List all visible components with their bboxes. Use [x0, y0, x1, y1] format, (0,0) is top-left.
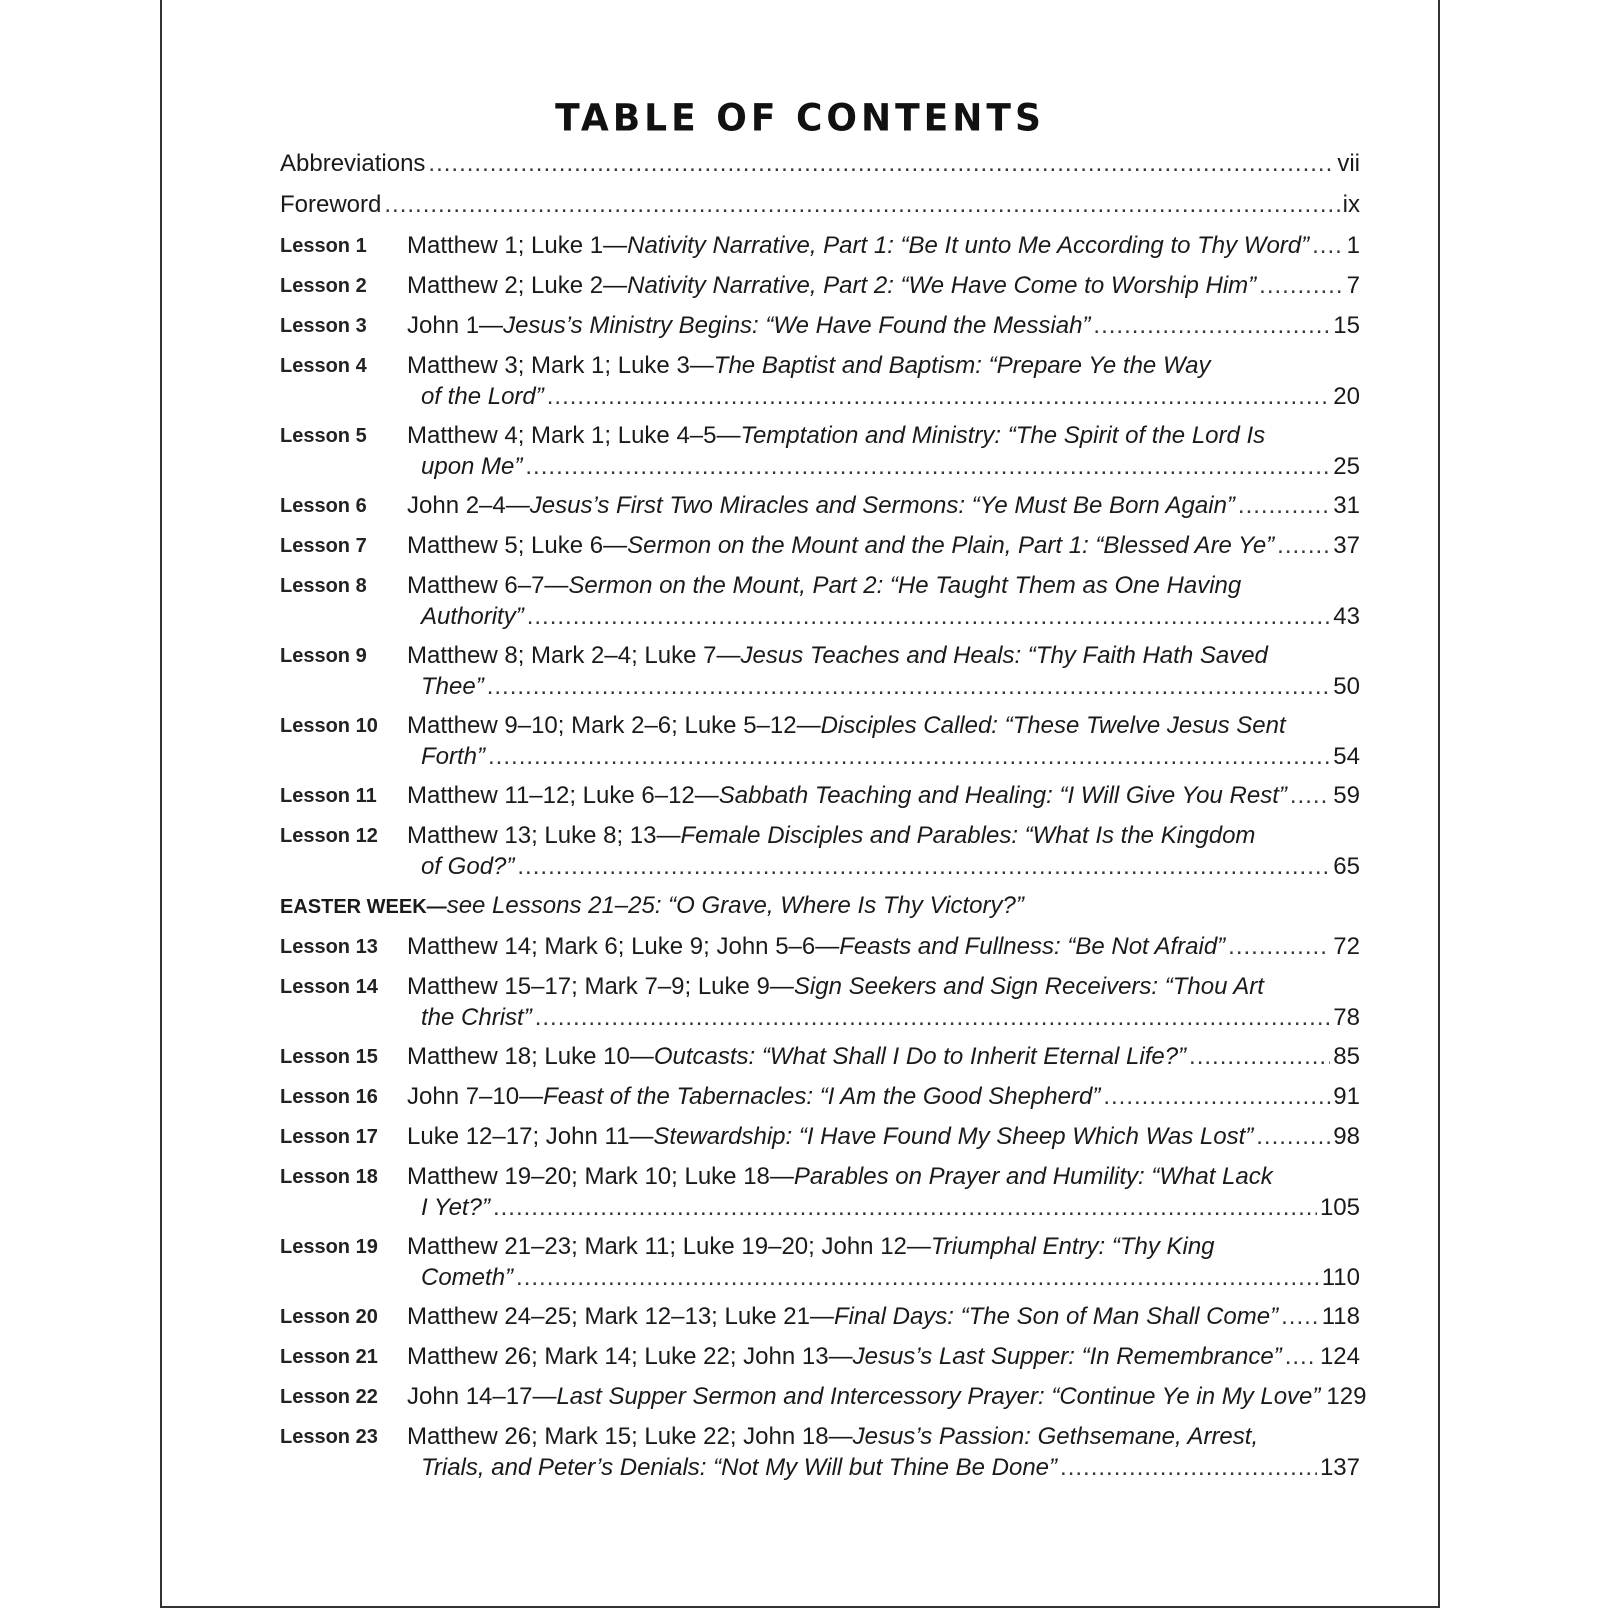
toc-entry-lesson[interactable] — [280, 820, 1360, 882]
lesson-title: Sabbath Teaching and Healing: “I Will Give You Rest” — [718, 782, 1287, 809]
lesson-number: Lesson 14 — [280, 976, 378, 998]
entry-page: vii — [1337, 150, 1360, 177]
toc-entry-lesson[interactable] — [280, 230, 1360, 262]
lesson-number: Lesson 22 — [280, 1386, 378, 1408]
toc-entry-lesson[interactable] — [280, 1041, 1360, 1073]
dot-leader — [384, 189, 1339, 220]
lesson-title-cont: Authority” — [421, 603, 524, 630]
lesson-number: Lesson 7 — [280, 535, 367, 557]
lesson-number: Lesson 10 — [280, 715, 378, 737]
lesson-number: Lesson 23 — [280, 1426, 378, 1448]
dot-leader — [488, 741, 1330, 772]
page-title: TABLE OF CONTENTS — [555, 96, 1045, 141]
lesson-title: Jesus’s First Two Miracles and Sermons: “Ye Must Be Born Again” — [529, 492, 1235, 519]
scripture-ref: John 14–17— — [407, 1383, 557, 1410]
toc-entry-lesson[interactable] — [280, 420, 1360, 482]
lesson-title: Jesus’s Ministry Begins: “We Have Found the Messiah” — [503, 312, 1091, 339]
scripture-ref: Matthew 6–7— — [407, 572, 569, 599]
scripture-ref: Matthew 2; Luke 2— — [407, 272, 628, 299]
entry-page: 118 — [1321, 1303, 1360, 1330]
entry-page: 7 — [1346, 272, 1360, 299]
lesson-title: Parables on Prayer and Humility: “What Lack — [793, 1163, 1273, 1190]
scripture-ref: John 2–4— — [407, 492, 530, 519]
scripture-ref: Matthew 5; Luke 6— — [407, 532, 628, 559]
entry-page: 37 — [1333, 532, 1360, 559]
toc-entry-lesson[interactable] — [280, 310, 1360, 342]
toc-entry-lesson[interactable] — [280, 270, 1360, 302]
entry-page: 91 — [1333, 1083, 1360, 1110]
lesson-title: Temptation and Ministry: “The Spirit of the Lord Is — [740, 422, 1266, 449]
scripture-ref: Matthew 8; Mark 2–4; Luke 7— — [407, 642, 741, 669]
lesson-title-cont: Thee” — [421, 673, 484, 700]
entry-label: Foreword — [280, 191, 382, 218]
toc-entry-lesson[interactable] — [280, 490, 1360, 522]
dot-leader — [525, 451, 1330, 482]
lesson-title: Sermon on the Mount and the Plain, Part 1: “Blessed Are Ye” — [627, 532, 1275, 559]
lesson-number: Lesson 20 — [280, 1306, 378, 1328]
dot-leader — [1228, 931, 1330, 962]
lesson-title-cont: Trials, and Peter’s Denials: “Not My Will but Thine Be Done” — [421, 1454, 1058, 1481]
table-of-contents — [280, 148, 1367, 1491]
scripture-ref: Matthew 1; Luke 1— — [407, 232, 628, 259]
toc-entry-lesson[interactable] — [280, 1121, 1360, 1153]
easter-text: see Lessons 21–25: “O Grave, Where Is Thy Victory?” — [446, 892, 1024, 919]
scripture-ref: Matthew 3; Mark 1; Luke 3— — [407, 352, 714, 379]
lesson-number: Lesson 6 — [280, 495, 367, 517]
dot-leader — [1259, 270, 1343, 301]
toc-entry-lesson[interactable] — [280, 350, 1360, 412]
entry-page: 54 — [1333, 743, 1360, 770]
entry-page: 124 — [1319, 1343, 1360, 1370]
scripture-ref: John 7–10— — [407, 1083, 544, 1110]
lesson-title: The Baptist and Baptism: “Prepare Ye the Way — [713, 352, 1211, 379]
lesson-title: Jesus’s Last Supper: “In Remembrance” — [852, 1343, 1282, 1370]
scripture-ref: Matthew 15–17; Mark 7–9; Luke 9— — [407, 973, 794, 1000]
toc-entry-lesson[interactable] — [280, 570, 1360, 632]
lesson-title: Sign Seekers and Sign Receivers: “Thou Art — [793, 973, 1264, 1000]
lesson-number: Lesson 11 — [280, 785, 377, 807]
lesson-title: Sermon on the Mount, Part 2: “He Taught Them as One Having — [568, 572, 1242, 599]
toc-entry-lesson[interactable] — [280, 1161, 1360, 1223]
toc-entry-lesson[interactable] — [280, 1421, 1360, 1483]
toc-entry-abbreviations[interactable] — [280, 148, 1360, 179]
entry-page: 129 — [1326, 1383, 1367, 1410]
dot-leader — [1281, 1301, 1319, 1332]
dot-leader — [428, 148, 1334, 179]
dot-leader — [1256, 1121, 1330, 1152]
lesson-list — [280, 230, 1360, 882]
dot-leader — [527, 601, 1331, 632]
lesson-title: Nativity Narrative, Part 2: “We Have Come to Worship Him” — [627, 272, 1257, 299]
lesson-title: Feasts and Fullness: “Be Not Afraid” — [839, 933, 1226, 960]
lesson-number: Lesson 13 — [280, 936, 378, 958]
entry-page: 59 — [1333, 782, 1360, 809]
toc-entry-lesson[interactable] — [280, 780, 1360, 812]
lesson-title: Outcasts: “What Shall I Do to Inherit Eternal Life?” — [653, 1043, 1187, 1070]
entry-page: 1 — [1346, 232, 1360, 259]
toc-entry-foreword[interactable] — [280, 189, 1360, 220]
entry-page: 31 — [1333, 492, 1360, 519]
scripture-ref: Matthew 19–20; Mark 10; Luke 18— — [407, 1163, 794, 1190]
entry-page: 72 — [1333, 933, 1360, 960]
lesson-number: Lesson 17 — [280, 1126, 378, 1148]
dot-leader — [487, 671, 1331, 702]
toc-entry-lesson[interactable] — [280, 640, 1360, 702]
entry-page: 50 — [1333, 673, 1360, 700]
dot-leader — [535, 1002, 1331, 1033]
toc-entry-lesson[interactable] — [280, 1341, 1360, 1373]
lesson-number: Lesson 21 — [280, 1346, 378, 1368]
lesson-title: Jesus’s Passion: Gethsemane, Arrest, — [852, 1423, 1259, 1450]
lesson-number: Lesson 1 — [280, 235, 367, 257]
lesson-number: Lesson 18 — [280, 1166, 378, 1188]
easter-label: EASTER WEEK— — [280, 896, 447, 918]
toc-entry-lesson[interactable] — [280, 971, 1360, 1033]
lesson-title-cont: Cometh” — [421, 1264, 514, 1291]
lesson-list — [280, 931, 1367, 1483]
lesson-title: Stewardship: “I Have Found My Sheep Which Was Lost” — [653, 1123, 1254, 1150]
scripture-ref: Matthew 26; Mark 15; Luke 22; John 18— — [407, 1423, 853, 1450]
toc-entry-lesson[interactable] — [280, 1231, 1360, 1293]
dot-leader — [1103, 1081, 1330, 1112]
lesson-number: Lesson 5 — [280, 425, 367, 447]
scripture-ref: John 1— — [407, 312, 504, 339]
entry-page: 110 — [1321, 1264, 1360, 1291]
lesson-number: Lesson 4 — [280, 355, 367, 377]
dot-leader — [1189, 1041, 1330, 1072]
toc-entry-lesson[interactable] — [280, 710, 1360, 772]
entry-label: Abbreviations — [280, 150, 426, 177]
dot-leader — [1238, 490, 1330, 521]
entry-page: 85 — [1333, 1043, 1360, 1070]
lesson-number: Lesson 9 — [280, 645, 367, 667]
scripture-ref: Matthew 11–12; Luke 6–12— — [407, 782, 719, 809]
dot-leader — [1312, 230, 1344, 261]
entry-page: ix — [1342, 191, 1360, 218]
lesson-title: Feast of the Tabernacles: “I Am the Good Shepherd” — [543, 1083, 1101, 1110]
lesson-number: Lesson 2 — [280, 275, 367, 297]
lesson-title: Triumphal Entry: “Thy King — [930, 1233, 1215, 1260]
scripture-ref: Matthew 9–10; Mark 2–6; Luke 5–12— — [407, 712, 821, 739]
lesson-title-cont: upon Me” — [421, 453, 523, 480]
scripture-ref: Matthew 24–25; Mark 12–13; Luke 21— — [407, 1303, 834, 1330]
scripture-ref: Matthew 4; Mark 1; Luke 4–5— — [407, 422, 741, 449]
entry-page: 78 — [1333, 1004, 1360, 1031]
scripture-ref: Luke 12–17; John 11— — [407, 1123, 654, 1150]
entry-page: 137 — [1319, 1454, 1360, 1481]
scripture-ref: Matthew 26; Mark 14; Luke 22; John 13— — [407, 1343, 853, 1370]
lesson-title: Final Days: “The Son of Man Shall Come” — [833, 1303, 1279, 1330]
dot-leader — [516, 1262, 1319, 1293]
dot-leader — [493, 1192, 1317, 1223]
toc-entry-lesson[interactable] — [280, 1381, 1367, 1413]
dot-leader — [1290, 780, 1330, 811]
scripture-ref: Matthew 13; Luke 8; 13— — [407, 822, 681, 849]
lesson-number: Lesson 16 — [280, 1086, 378, 1108]
lesson-title: Female Disciples and Parables: “What Is the Kingdom — [680, 822, 1256, 849]
toc-entry-lesson[interactable] — [280, 1301, 1360, 1333]
easter-week-note — [280, 890, 1360, 923]
toc-entry-lesson[interactable] — [280, 1081, 1360, 1113]
lesson-title-cont: Forth” — [421, 743, 486, 770]
lesson-title-cont: of God?” — [421, 853, 515, 880]
scripture-ref: Matthew 21–23; Mark 11; Luke 19–20; John 12— — [407, 1233, 931, 1260]
entry-page: 98 — [1333, 1123, 1360, 1150]
scripture-ref: Matthew 18; Luke 10— — [407, 1043, 654, 1070]
lesson-title: Nativity Narrative, Part 1: “Be It unto Me According to Thy Word” — [627, 232, 1310, 259]
lesson-title: Jesus Teaches and Heals: “Thy Faith Hath Saved — [740, 642, 1268, 669]
lesson-number: Lesson 8 — [280, 575, 367, 597]
entry-page: 20 — [1333, 383, 1360, 410]
entry-page: 25 — [1333, 453, 1360, 480]
toc-entry-lesson[interactable] — [280, 530, 1360, 562]
entry-page: 15 — [1333, 312, 1360, 339]
toc-entry-lesson[interactable] — [280, 931, 1360, 963]
lesson-number: Lesson 19 — [280, 1236, 378, 1258]
entry-page: 105 — [1319, 1194, 1360, 1221]
lesson-title-cont: the Christ” — [421, 1004, 532, 1031]
lesson-title-cont: I Yet?” — [421, 1194, 490, 1221]
scripture-ref: Matthew 14; Mark 6; Luke 9; John 5–6— — [407, 933, 840, 960]
lesson-title-cont: of the Lord” — [421, 383, 544, 410]
lesson-title: Last Supper Sermon and Intercessory Prayer: “Continue Ye in My Love” — [556, 1383, 1321, 1410]
lesson-number: Lesson 15 — [280, 1046, 378, 1068]
dot-leader — [1093, 310, 1330, 341]
lesson-number: Lesson 3 — [280, 315, 367, 337]
dot-leader — [547, 381, 1331, 412]
dot-leader — [1060, 1452, 1317, 1483]
entry-page: 43 — [1333, 603, 1360, 630]
lesson-number: Lesson 12 — [280, 825, 378, 847]
dot-leader — [517, 851, 1330, 882]
dot-leader — [1285, 1341, 1317, 1372]
dot-leader — [1277, 530, 1330, 561]
entry-page: 65 — [1333, 853, 1360, 880]
lesson-title: Disciples Called: “These Twelve Jesus Sent — [820, 712, 1286, 739]
